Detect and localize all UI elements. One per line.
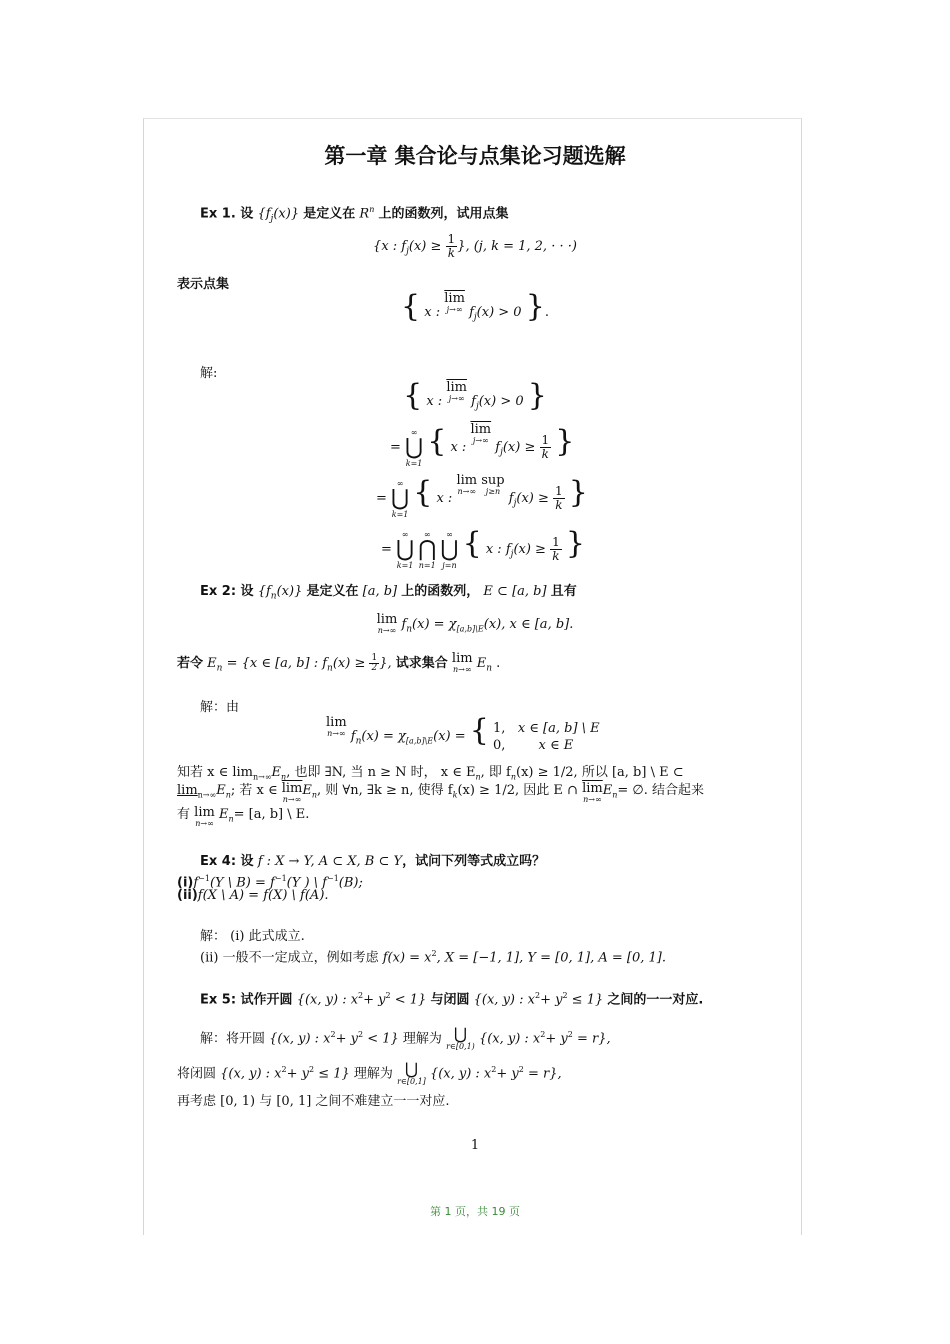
sol1-line3: = ∞ ⋃ k=1 { x : lim n→∞ sup j≥n $f_j(x)$ ≥ $\frac{1}{k}$ } [376, 473, 588, 519]
sol1-line1: { x : $\overline{lim}$ j→∞ $f_j(x) > 0$ } [403, 378, 547, 413]
sol2-label: 解：由 [200, 700, 240, 715]
ex1-heading: Ex 1. 设 $\{f_j(x)\}$ 是定义在 $R^n$ 上的函数列，试用点集 [200, 205, 509, 224]
sol1-line2: = ∞ ⋃ k=1 { x : $\overline{lim}$ j→∞ $f_j(x)$ ≥ $\frac{1}{k}$ } [390, 422, 575, 468]
ex4-item-1: $(i)f^{-1}(Y$ \ $B) = f^{-1}(Y$ ) \ $f^{-1}(B)$; [177, 874, 363, 891]
ex4-solution-2: (ii) 一般不一定成立，例如考虑 $f(x) = x^2$, X = [−1, 1], Y = [0, 1], A = [0, 1]. [200, 949, 666, 966]
ex4-solution-1: 解： (i) 此式成立. [200, 929, 305, 944]
ex1-target-set: { x : $\overline{lim}$ j→∞ $f_j(x) > 0$ }. [401, 289, 549, 324]
ex5-solution-line3: 再考虑 [0, 1) 与 [0, 1] 之间不难建立一一对应. [177, 1094, 450, 1109]
ex5-solution-line1: 解：将开圆 {(x, y) : $x^2+ y^2 < 1$} 理解为 ⋃ r∈[0,1) {(x, y) : $x^2+ y^2 = r$}, [200, 1024, 611, 1052]
chapter-title: 第一章 集合论与点集论习题选解 [324, 144, 626, 168]
sol1-line4: = ∞ ⋃ k=1 ∞ ⋂ n=1 ∞ ⋃ j=n { x : $f_j(x)$ ≥ $\frac{1}{k}$ } [381, 526, 585, 570]
sol2-para-line1: 知若 x ∈ $\lim_{n\to\infty}E_n$, 也即 ∃N, 当 n ≥ N 时， x ∈ $E_n$, 即 $f_n(x) \ge 1/2$, 所以 [a, b] \ E ⊂ [177, 765, 684, 782]
ex2-limit-equation: lim n→∞ $f_n(x) = \chi_{[a,b]\backslash E}(x)$, x ∈ [a, b]. [376, 612, 574, 635]
ex1-point-set: {x : $f_j(x)$ ≥ $\frac{1}{k}$ }, (j, k = 1, 2, · · ·) [373, 232, 577, 260]
fraction: $\frac{1}{k}$ [447, 232, 456, 260]
ex1-label: 表示点集 [177, 277, 230, 292]
sol1-label: 解: [200, 366, 218, 381]
page-number: 1 [470, 1138, 480, 1153]
ex2-heading: Ex 2: 设 $\{f_n(x)\}$ 是定义在 [a, b] 上的函数列， E ⊂ [a, b] 且有 [200, 584, 577, 602]
sol2-para-line3: 有 lim n→∞ $E_n= [a$, b] \ E. [177, 805, 310, 828]
page-footer: 第 1 页，共 19 页 [430, 1205, 520, 1218]
ex2-question: 若令 $E_n = \{x$ ∈ [a, b] : $f_n(x)$ ≥ $\frac{1}{2}$ }, 试求集合 lim n→∞ $E_n$ . [177, 651, 501, 674]
sol2-para-line2: $\lim_{n\to\infty}E_n$; 若 x ∈ $\overline{lim}$ n→∞ $E_n$, 则 ∀n, ∃k ≥ n, 使得 $f_k(x) \ge 1/2$, 因此 E ∩ $\overline{lim}$ n→∞ $E_n=$ ∅. 结合起来 [177, 781, 704, 804]
ex4-heading: Ex 4: 设 f : X → Y, A ⊂ X, B ⊂ Y，试问下列等式成立吗？ [200, 854, 546, 869]
ex4-item-2: (ii)f(X \ A) = f(X) \ f(A). [177, 888, 329, 903]
ex5-solution-line2: 将闭圆 {(x, y) : $x^2+ y^2 \le 1$} 理解为 ⋃ r∈[0,1] {(x, y) : $x^2+ y^2 = r$}, [177, 1059, 562, 1087]
sol2-piecewise: lim n→∞ $f_n(x) = \chi_{[a,b]\backslash E}(x)$ = { 1, x ∈ [a, b] \ E 0, x ∈ E [326, 713, 600, 753]
ex5-heading: Ex 5: 试作开圆 {(x, y) : $x^2+ y^2 < 1$} 与闭圆 {(x, y) : $x^2+ y^2 \le 1$} 之间的一一对应. [200, 991, 704, 1008]
